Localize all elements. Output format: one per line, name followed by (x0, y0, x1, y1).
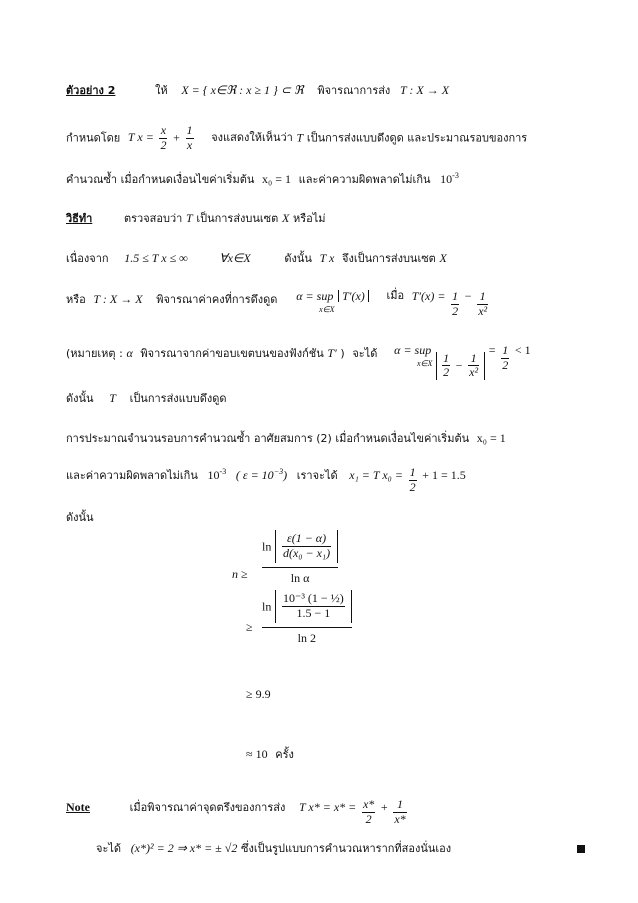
iteration-estimate-text: การประมาณจำนวนรอบการคำนวณซ้ำ อาศัยสมการ (2) เมื่อกำหนดเงื่อนไขค่าเริ่มต้น (66, 432, 470, 445)
T-symbol: T (185, 211, 193, 225)
fraction-1-over-x2: $\frac{1}{\text{x²}}$ (478, 289, 488, 318)
when-text: เมื่อ (386, 289, 405, 302)
n-bound-9-9: ≥ 9.9 (246, 687, 271, 701)
X-symbol: X (281, 211, 290, 225)
mapping-on-set-text: เป็นการส่งบนเซต (196, 212, 279, 225)
x1-result: + 1 = 1.5 (422, 467, 466, 482)
plus-sign: + (173, 130, 180, 145)
map-expression: T : X → X (399, 83, 450, 97)
ln-label: ln (262, 599, 272, 614)
fraction-x-over-2: $\frac{x}{2}$ (160, 123, 167, 152)
solution-line-5 (66, 392, 227, 405)
x1-expression: x₁ = T x₀ = (349, 467, 403, 482)
forall-expression: ∀x∈X (219, 251, 251, 265)
therefore-text: ดังนั้น (66, 392, 94, 405)
fraction-1-over-x2: $\frac{1}{\text{x²}}$ (469, 350, 479, 380)
map-expression: T : X → X (93, 291, 143, 306)
is-mapping-text: จึงเป็นการส่งบนเซต (342, 252, 436, 265)
get-text: จะได้ (96, 842, 122, 855)
note-text: (หมายเหตุ : (66, 346, 123, 360)
derivative-lhs: T′(x) = (411, 289, 446, 303)
x0-value: x₀ = 1 (262, 172, 291, 186)
range-inequality: 1.5 ≤ T x ≤ ∞ (124, 251, 188, 265)
fraction-half-result: $\frac{1}{2}$ (502, 343, 509, 372)
solution-line-4 (66, 344, 531, 380)
map-lhs: T x = (127, 130, 154, 145)
T-symbol: T (109, 391, 116, 405)
sup-alpha: α = sup x∈X (296, 289, 335, 314)
fraction-xstar-over-2: $\frac{x*}{2}$ (362, 797, 375, 826)
given-text: ให้ (155, 84, 168, 97)
tolerance-text: และค่าความผิดพลาดไม่เกิน (298, 173, 431, 186)
minus-sign: − (464, 289, 472, 303)
or-not-text: หรือไม่ (292, 212, 326, 225)
attractive-text: เป็นการส่งแบบดึงดูด และประมาณรอบของการ (306, 131, 528, 145)
sup-alpha-2: α = sup x∈X (394, 343, 433, 368)
tolerance-value: $10^{-3}$ (440, 171, 459, 186)
example-title: ตัวอย่าง 2 (66, 84, 116, 97)
upper-bound-text: พิจารณาจากค่าขอบเขตบนของฟังก์ชัน (140, 346, 324, 360)
T-symbol: T (296, 130, 304, 145)
fixed-point-text: เมื่อพิจารณาค่าจุดตรึงของการส่ง (129, 800, 286, 814)
therefore-text: ดังนั้น (284, 252, 312, 265)
constant-text: พิจารณาค่าคงที่การดึงดูด (156, 292, 278, 306)
Tprime-symbol: T′ (327, 345, 337, 360)
n-fraction-2: ln $\frac{\text{10⁻³ (1 − ½)}}{1.5 - 1}$ ln 2 (262, 590, 352, 644)
ge-sign-2: ≥ (246, 620, 253, 634)
example-line-1 (66, 84, 449, 97)
is-attractive-text: เป็นการส่งแบบดึงดูด (129, 392, 227, 405)
or-text: หรือ (66, 292, 86, 306)
note-line-2 (96, 842, 451, 855)
alpha-symbol: α (126, 345, 133, 360)
fraction-half: $\frac{1}{2}$ (443, 350, 450, 380)
fraction-1-over-xstar: $\frac{1}{x*}$ (394, 797, 406, 826)
ln-alpha: ln α (290, 570, 310, 585)
solution-line-7 (66, 466, 466, 495)
abs-derivative: T′(x) (338, 290, 369, 302)
tolerance-text: และค่าความผิดพลาดไม่เกิน (66, 468, 198, 482)
solution-line-2 (66, 252, 447, 265)
sqrt2-result: (x*)² = 2 ⇒ x* = ± √2 (130, 841, 238, 855)
end-of-proof-square (577, 845, 585, 853)
equals-sign: = (488, 343, 496, 357)
epsilon-value: ( $\varepsilon = 10^{-3}$) (235, 466, 288, 482)
solution-line-1 (66, 212, 326, 225)
we-get-text: เราจะได้ (296, 468, 338, 482)
solution-line-6 (66, 432, 506, 445)
show-text: จงแสดงให้เห็นว่า (211, 131, 293, 145)
ln-2: ln 2 (297, 630, 317, 645)
consider-text: พิจารณาการส่ง (317, 84, 391, 97)
fraction-half: $\frac{1}{2}$ (409, 465, 416, 494)
tolerance-value: $10^{-3}$ (207, 466, 227, 482)
set-definition: X = { x∈ℜ : x ≥ 1 } ⊂ ℜ (181, 83, 304, 97)
close-paren: ) (340, 346, 345, 360)
plus-sign: + (380, 799, 388, 814)
solution-label: วิธีทำ (66, 212, 93, 225)
initial-cond-text: คำนวณซ้ำ เมื่อกำหนดเงื่อนไขค่าเริ่มต้น (66, 173, 255, 186)
solution-line-3 (66, 290, 490, 319)
note-label: Note (66, 799, 90, 814)
get-text: จะได้ (352, 346, 378, 360)
example-line-3 (66, 172, 459, 186)
x0-value: x₀ = 1 (476, 431, 506, 445)
square-root-text: ซึ่งเป็นรูปแบบการคำนวณหารากที่สองนั่นเอง (241, 842, 452, 855)
solution-line-8 (66, 512, 94, 524)
n-lhs: n ≥ (232, 567, 248, 581)
fraction-1-over-x: $\frac{1}{x}$ (186, 123, 193, 152)
fraction-half: $\frac{1}{2}$ (452, 289, 459, 318)
check-text: ตรวจสอบว่า (123, 212, 183, 225)
X-symbol: X (439, 251, 447, 265)
therefore-text: ดังนั้น (66, 511, 94, 524)
n-approx-10: ≈ 10 ครั้ง (246, 747, 294, 761)
fixed-point-equation: T x* = x* = (298, 799, 357, 814)
Tx-symbol: T x (319, 251, 335, 265)
abs-expression: $\frac{1}{2}$ − $\frac{1}{\text{x²}}$ (436, 352, 485, 381)
note-line-1 (66, 798, 409, 827)
define-text: กำหนดโดย (66, 131, 121, 145)
example-line-2 (66, 124, 527, 153)
since-text: เนื่องจาก (66, 252, 109, 265)
less-than-one: < 1 (514, 343, 531, 357)
ln-label: ln (262, 539, 272, 554)
n-fraction-1: ln $\frac{\varepsilon(1 - \alpha)}{\text{d(x₀ − x₁)}}$ ln α (262, 530, 338, 584)
